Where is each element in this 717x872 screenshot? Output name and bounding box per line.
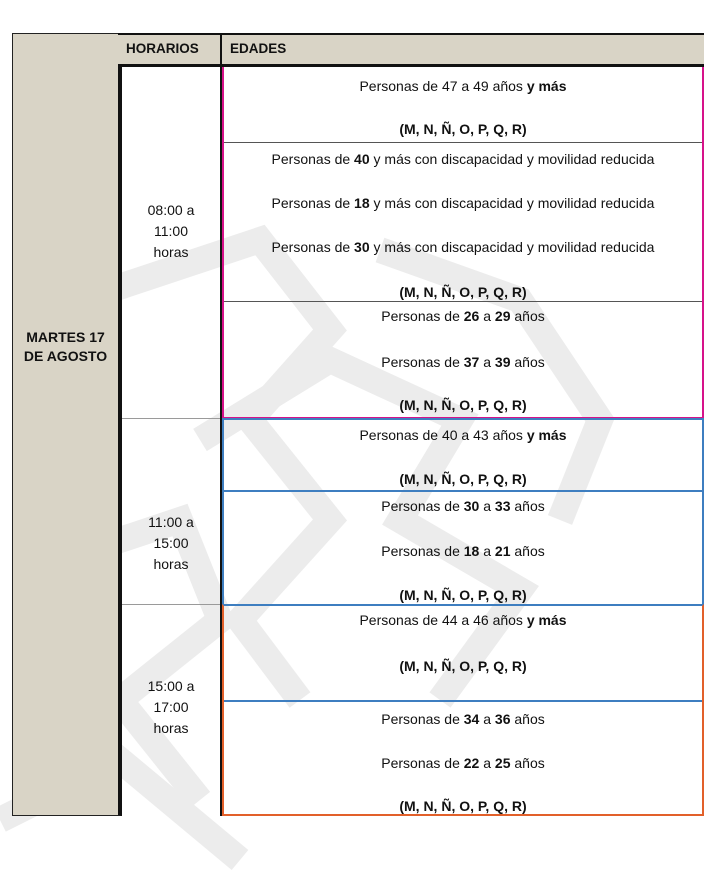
letters-codes: (M, N, Ñ, O, P, Q, R) (399, 397, 527, 413)
row-text: Personas de 37 a 39 años (381, 354, 545, 370)
row-44-46 (224, 606, 702, 700)
block-08-11 (222, 67, 704, 419)
header-divider (220, 35, 222, 64)
block-11-15 (222, 418, 704, 606)
date-line-1: MARTES 17 (26, 329, 105, 345)
row-text: Personas de 26 a 29 años (381, 308, 545, 324)
letters-codes: (M, N, Ñ, O, P, Q, R) (399, 121, 527, 137)
header-horarios: HORARIOS (126, 41, 199, 56)
row-text: Personas de 30 a 33 años (381, 498, 545, 514)
row-text: Personas de 18 a 21 años (381, 543, 545, 559)
row-text: Personas de 22 a 25 años (381, 755, 545, 771)
row-text: Personas de 40 y más con discapacidad y movilidad reducida (271, 151, 655, 167)
row-40-43 (224, 420, 702, 490)
row-text: Personas de 18 y más con discapacidad y movilidad reducida (271, 195, 655, 211)
row-text: Personas de 47 a 49 años y más (359, 78, 567, 94)
row-47-49 (224, 67, 702, 142)
table-header (118, 33, 704, 67)
time-separator (122, 418, 220, 419)
row-30-21 (224, 492, 702, 604)
letters-codes: (M, N, Ñ, O, P, Q, R) (399, 471, 527, 487)
row-26-39 (224, 302, 702, 417)
time-slot-3: 15:00 a 17:00 horas (147, 678, 195, 736)
row-34-25 (224, 702, 702, 814)
time-slot-1: 08:00 a 11:00 horas (147, 202, 195, 260)
letters-codes: (M, N, Ñ, O, P, Q, R) (399, 658, 527, 674)
letters-codes: (M, N, Ñ, O, P, Q, R) (399, 284, 527, 300)
time-slot-2: 11:00 a 15:00 horas (148, 514, 194, 572)
time-separator (122, 604, 220, 605)
date-column (12, 33, 122, 816)
date-line-2: DE AGOSTO (23, 348, 108, 364)
letters-codes: (M, N, Ñ, O, P, Q, R) (399, 587, 527, 603)
letters-codes: (M, N, Ñ, O, P, Q, R) (399, 798, 527, 814)
row-discapacidad (224, 143, 702, 301)
row-text: Personas de 44 a 46 años y más (359, 612, 567, 628)
row-text: Personas de 40 a 43 años y más (359, 427, 567, 443)
row-text: Personas de 34 a 36 años (381, 711, 545, 727)
block-15-17 (222, 604, 704, 816)
row-text: Personas de 30 y más con discapacidad y movilidad reducida (271, 239, 655, 255)
header-edades: EDADES (230, 41, 287, 56)
